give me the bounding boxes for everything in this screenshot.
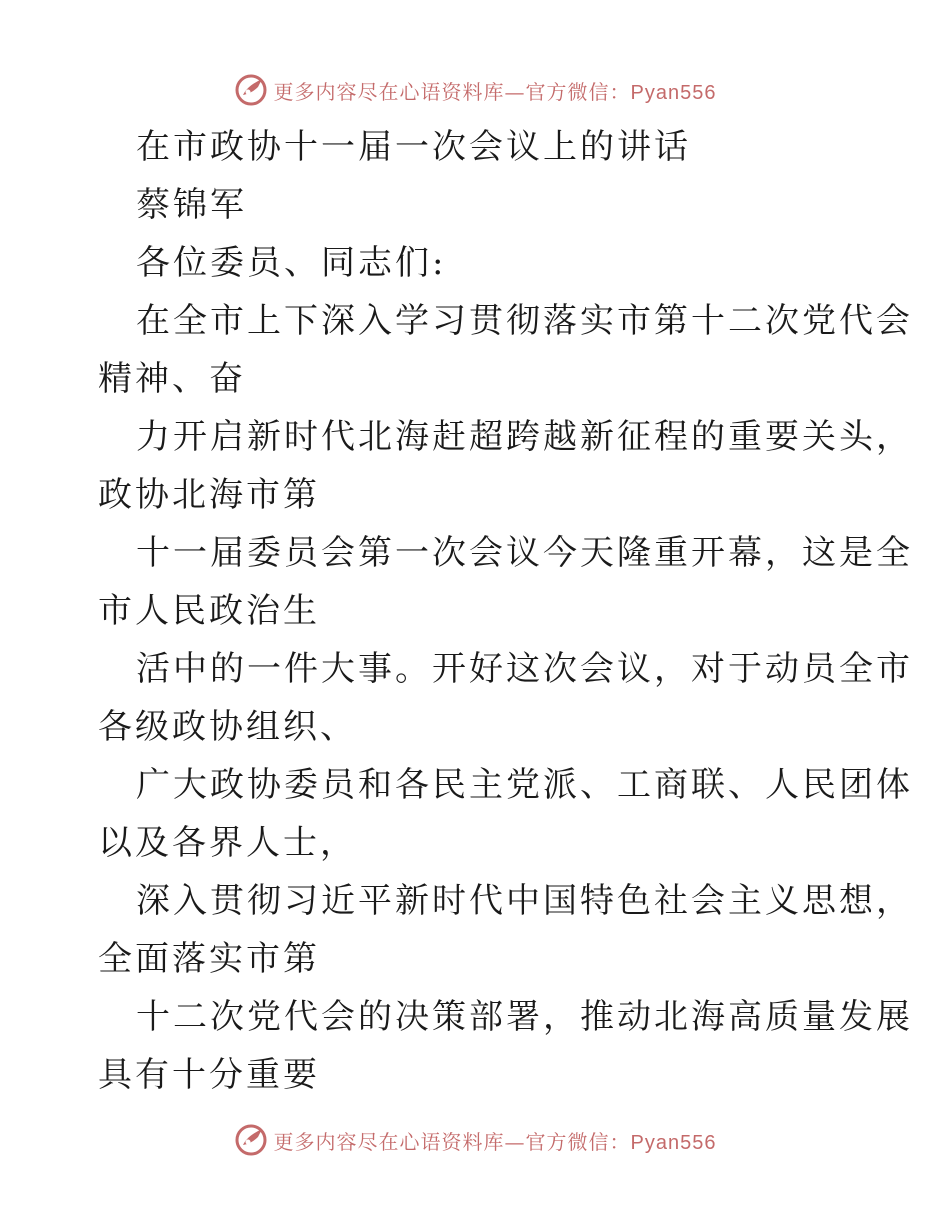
watermark-text: 更多内容尽在心语资料库—官方微信：Pyan556	[273, 79, 717, 104]
brush-logo-icon	[234, 73, 268, 107]
text-line: 精神、奋	[98, 359, 246, 399]
text-line: 各级政协组织、	[98, 707, 357, 747]
text-line: 力开启新时代北海赶超跨越新征程的重要关头，	[136, 417, 913, 457]
text-line: 十二次党代会的决策部署，推动北海高质量发展	[136, 997, 913, 1037]
text-line: 十一届委员会第一次会议今天隆重开幕，这是全	[136, 533, 913, 573]
text-line: 深入贯彻习近平新时代中国特色社会主义思想，	[136, 881, 913, 921]
text-line: 市人民政治生	[98, 591, 320, 631]
watermark-text: 更多内容尽在心语资料库—官方微信：Pyan556	[273, 1129, 717, 1154]
text-line: 活中的一件大事。开好这次会议，对于动员全市	[136, 649, 913, 689]
wechat-id: Pyan556	[630, 1131, 717, 1154]
text-line: 各位委员、同志们:	[136, 243, 447, 283]
brush-logo-icon	[234, 1123, 268, 1157]
text-line: 广大政协委员和各民主党派、工商联、人民团体	[136, 765, 913, 805]
text-line: 在全市上下深入学习贯彻落实市第十二次党代会	[136, 301, 913, 341]
text-line: 以及各界人士，	[98, 823, 357, 863]
wechat-id: Pyan556	[630, 81, 717, 104]
text-line: 在市政协十一届一次会议上的讲话	[136, 127, 691, 167]
header-watermark	[0, 70, 950, 110]
text-line: 具有十分重要	[98, 1055, 320, 1095]
footer-watermark	[0, 1120, 950, 1160]
text-line: 全面落实市第	[98, 939, 320, 979]
text-line: 蔡锦军	[136, 185, 247, 225]
document-body	[98, 118, 913, 1104]
text-line: 政协北海市第	[98, 475, 320, 515]
